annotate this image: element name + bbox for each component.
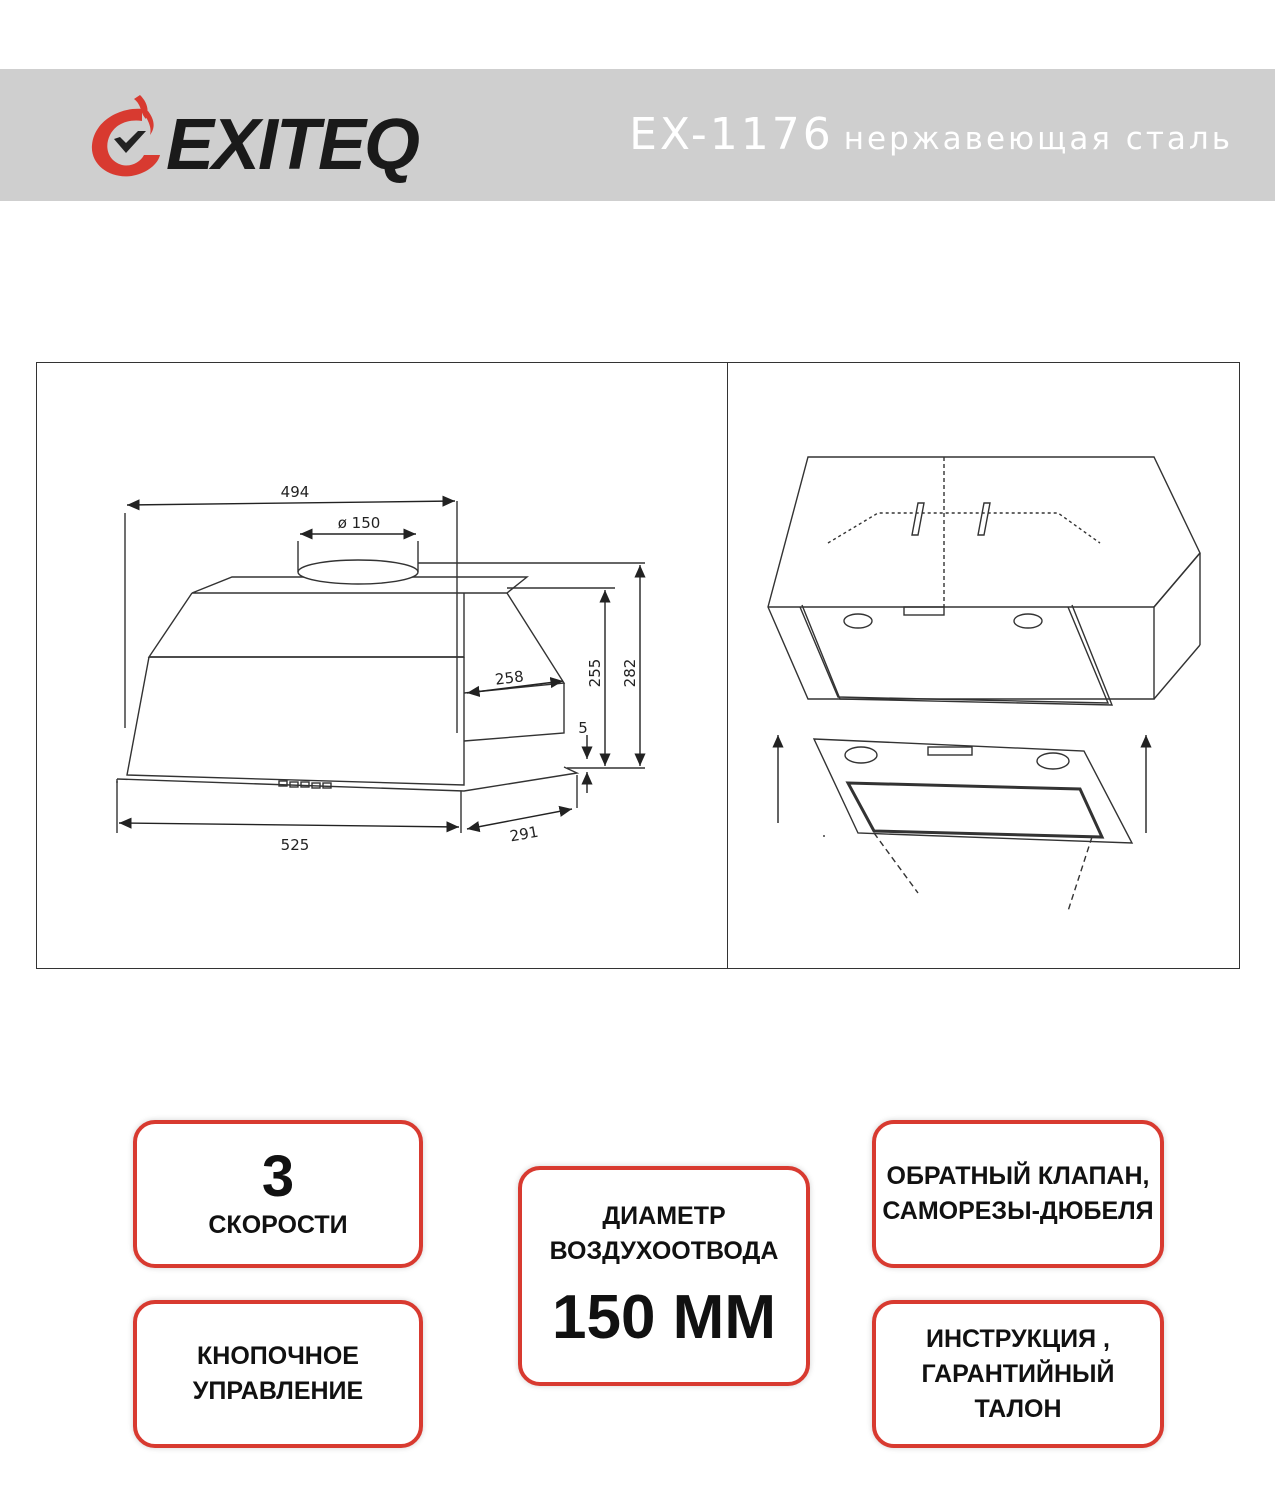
model-title <box>629 109 1233 160</box>
kit-line2: САМОРЕЗЫ-ДЮБЕЛЯ <box>882 1197 1154 1225</box>
duct-value: 150 ММ <box>552 1283 776 1352</box>
brand-logo <box>80 91 480 183</box>
docs-line2: ГАРАНТИЙНЫЙ ТАЛОН <box>921 1359 1115 1423</box>
check-icon <box>114 131 146 153</box>
dim-line-525 <box>119 823 459 827</box>
card-duct-diameter <box>518 1166 810 1386</box>
dim-label-258: 258 <box>494 667 525 689</box>
dim-label-291: 291 <box>508 822 540 846</box>
hood-panel <box>814 739 1132 843</box>
hood-upper-body <box>149 593 464 657</box>
cabinet-outline <box>768 457 1200 699</box>
hood-in-cabinet <box>800 607 1108 703</box>
duct-line1: ДИАМЕТР <box>602 1202 726 1230</box>
speeds-value: 3 <box>261 1143 295 1209</box>
duct-line2: ВОЗДУХООТВОДА <box>549 1237 779 1265</box>
installation-drawing <box>728 363 1240 968</box>
header-banner <box>0 69 1275 201</box>
hood-lower-body <box>127 657 464 785</box>
dim-label-150: ø 150 <box>337 514 381 532</box>
kit-line1: ОБРАТНЫЙ КЛАПАН, <box>886 1162 1150 1190</box>
svg-text:EXITEQ: EXITEQ <box>166 105 419 183</box>
model-description: нержавеющая сталь <box>843 121 1233 157</box>
docs-line1: ИНСТРУКЦИЯ , <box>926 1324 1110 1353</box>
dim-label-282: 282 <box>621 658 639 688</box>
technical-drawing <box>36 362 1240 969</box>
card-kit <box>872 1120 1164 1268</box>
dim-label-5: 5 <box>578 719 588 737</box>
control-line1: КНОПОЧНОЕ <box>197 1342 359 1370</box>
card-speeds <box>133 1120 423 1268</box>
card-control <box>133 1300 423 1448</box>
control-line2: УПРАВЛЕНИЕ <box>192 1377 364 1405</box>
hood-bottom-panel <box>117 767 577 791</box>
dimension-drawing <box>37 363 727 968</box>
speeds-label: СКОРОСТИ <box>208 1210 348 1239</box>
duct-collar <box>298 560 418 584</box>
card-docs <box>872 1300 1164 1448</box>
dim-label-525: 525 <box>280 836 310 854</box>
dim-line-494 <box>127 501 455 505</box>
dim-label-494: 494 <box>280 483 310 501</box>
model-code: EX-1176 <box>629 109 834 160</box>
dim-label-255: 255 <box>586 658 604 688</box>
